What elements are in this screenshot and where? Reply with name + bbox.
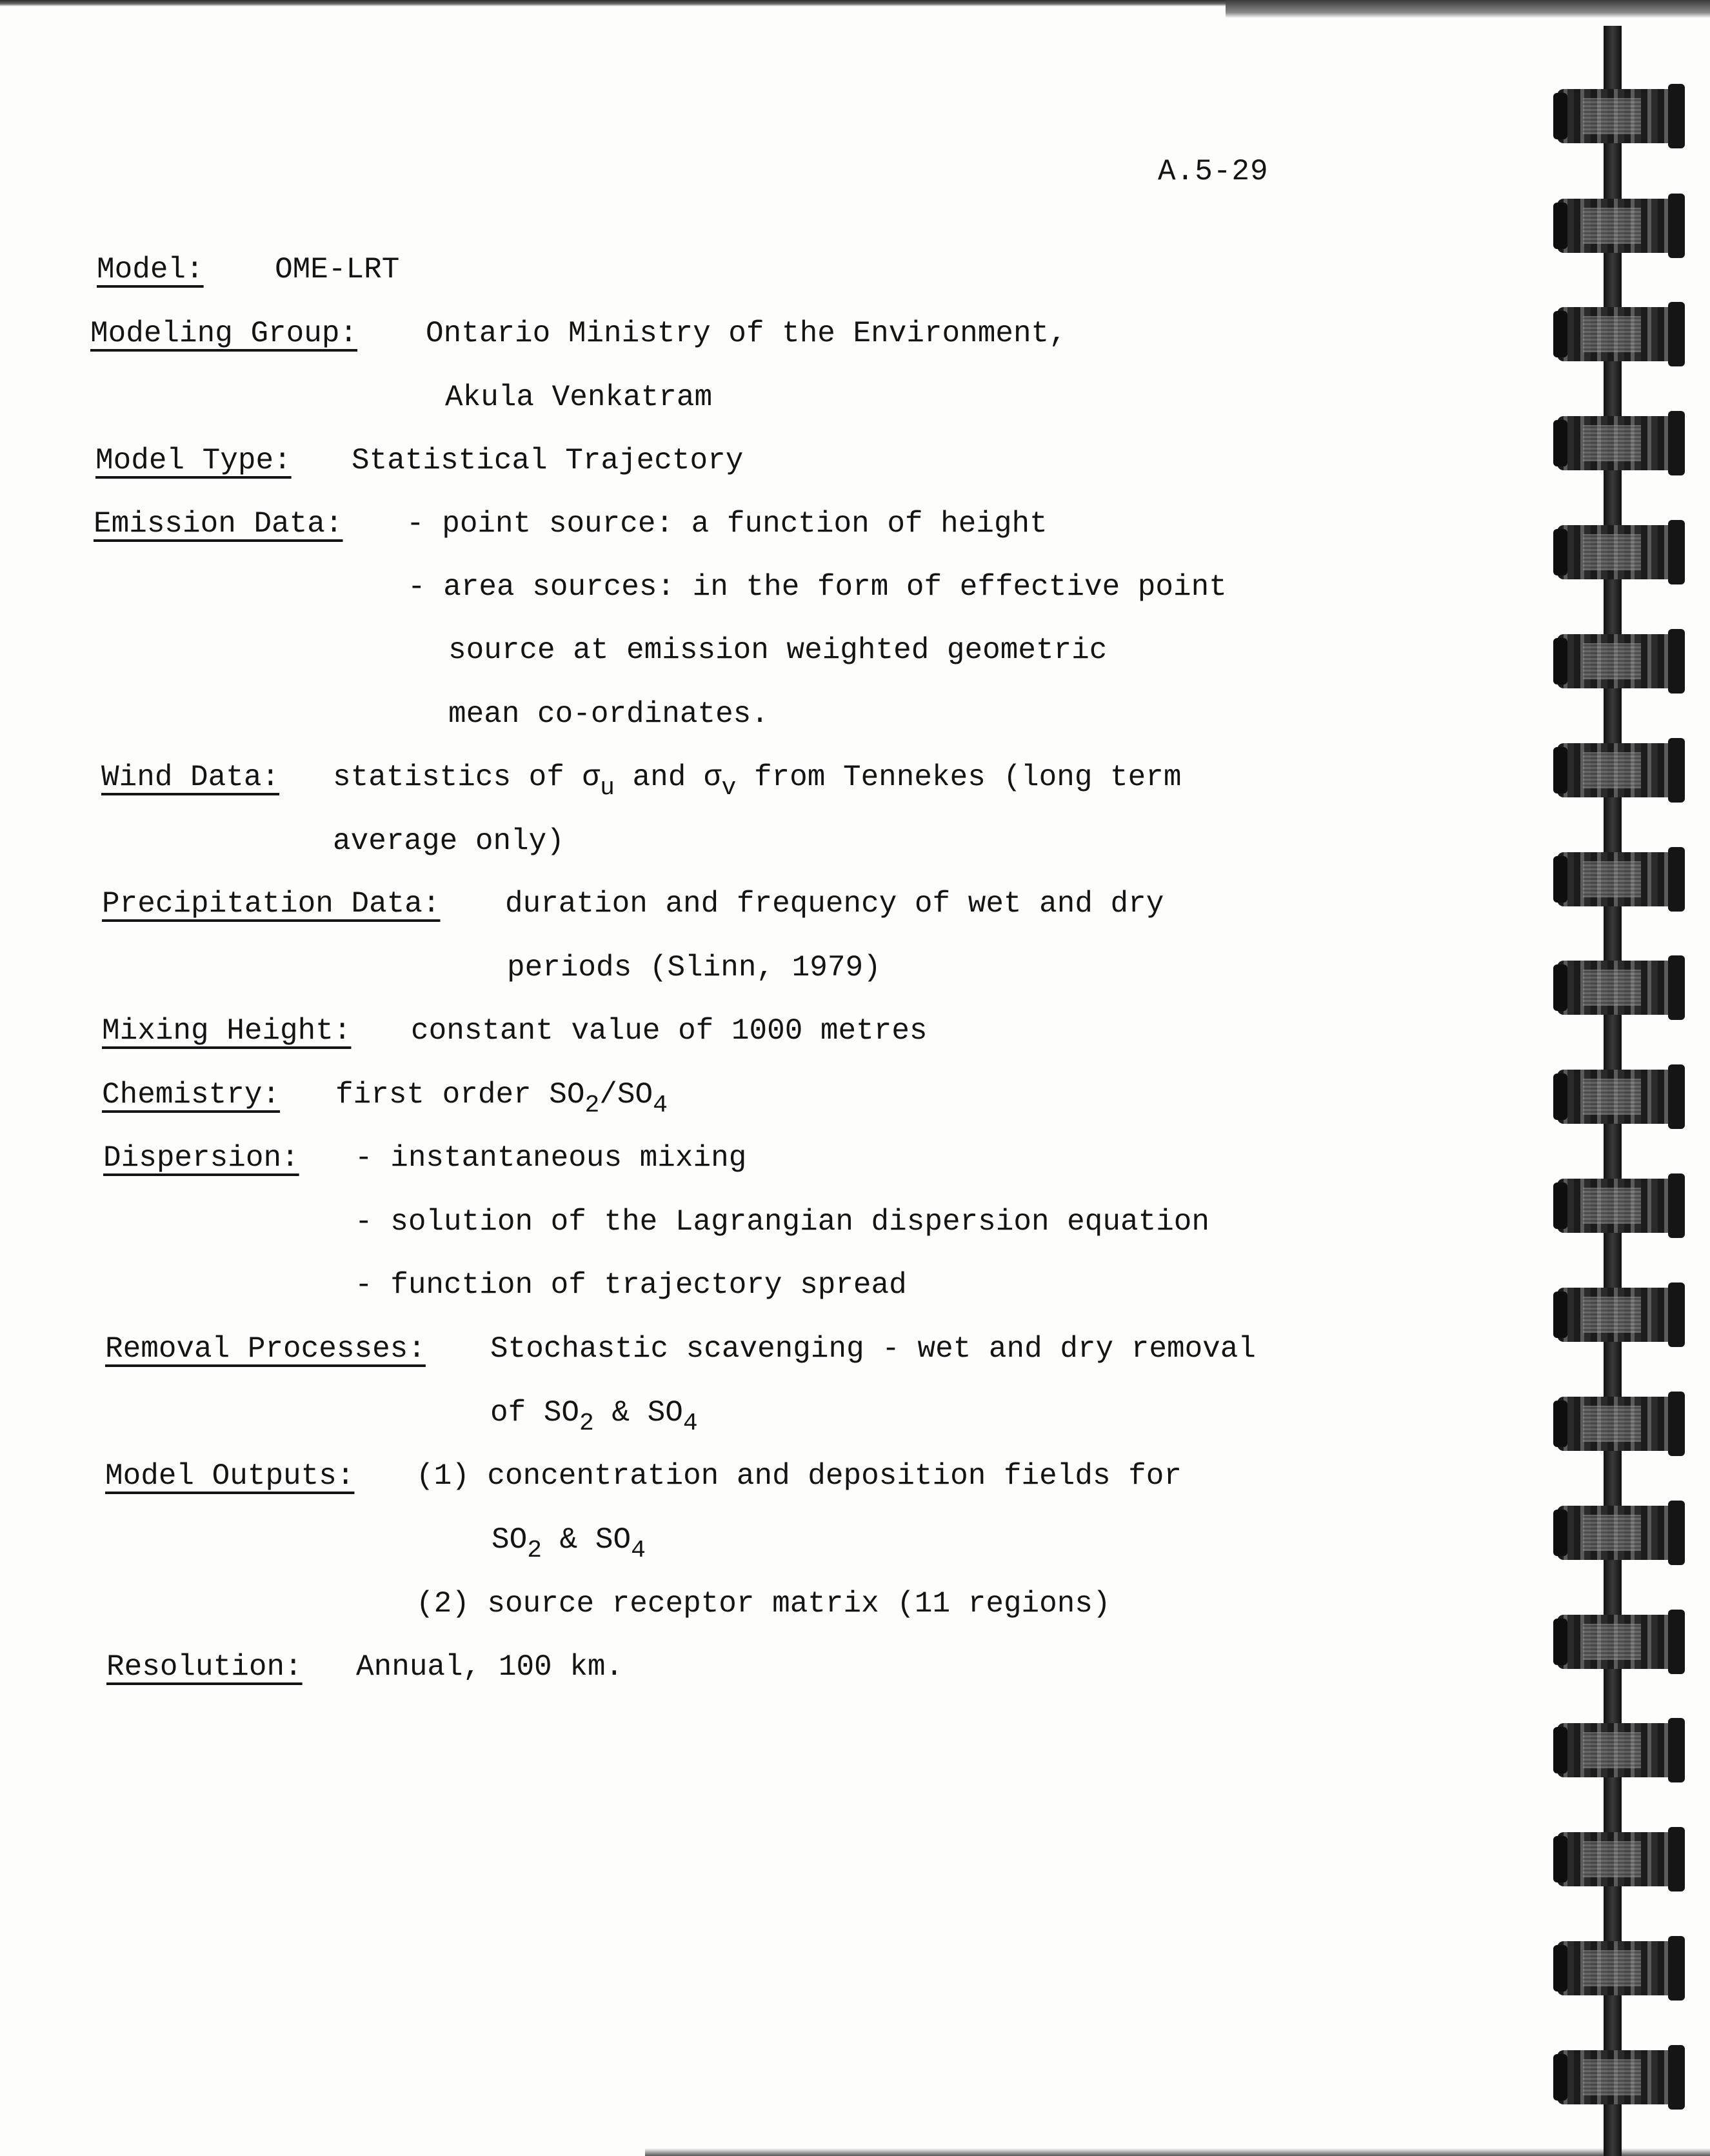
precipitation-value-1: duration and frequency of wet and dry (505, 887, 1164, 921)
wind-text-mid: and (614, 761, 704, 794)
modeling-group-value-1: Ontario Ministry of the Environment, (426, 317, 1067, 350)
resolution-value: Annual, 100 km. (356, 1650, 624, 1684)
binding-ring (1557, 1173, 1680, 1238)
outputs-sub-2: 2 (527, 1537, 542, 1564)
wind-data-row (101, 763, 279, 792)
binding-ring (1557, 1064, 1680, 1129)
chemistry-row (102, 1080, 280, 1110)
sigma-v-subscript: v (721, 774, 737, 802)
sigma-u-symbol: σ (582, 761, 601, 794)
removal-text-pre: of SO (490, 1396, 580, 1430)
model-value: OME-LRT (275, 253, 400, 286)
chemistry-value (335, 1078, 668, 1119)
dispersion-label: Dispersion: (103, 1141, 299, 1175)
modeling-group-value-2: Akula Venkatram (445, 381, 713, 414)
emission-item-2-line-3: mean co-ordinates. (448, 697, 769, 731)
binding-ring (1557, 302, 1680, 366)
chemistry-text-pre: first order SO (335, 1078, 585, 1112)
removal-value-1: Stochastic scavenging - wet and dry removal (490, 1332, 1256, 1366)
binding-ring (1557, 629, 1680, 694)
binding-ring (1557, 1283, 1680, 1347)
wind-data-label: Wind Data: (101, 761, 280, 794)
resolution-row (106, 1652, 303, 1682)
sigma-v-symbol: σ (703, 761, 722, 794)
binding-ring (1557, 1501, 1680, 1565)
wind-data-value-2: average only) (333, 824, 564, 858)
binding-ring (1557, 1718, 1680, 1782)
binding-ring (1557, 2045, 1680, 2110)
binding-ring (1557, 738, 1680, 803)
binding-ring (1557, 847, 1680, 912)
removal-processes-label: Removal Processes: (105, 1332, 426, 1366)
precipitation-value-2: periods (Slinn, 1979) (507, 951, 881, 984)
removal-sub-4: 4 (682, 1410, 698, 1437)
removal-text-mid: & SO (593, 1396, 683, 1430)
model-type-label: Model Type: (95, 444, 292, 477)
model-row (97, 255, 399, 284)
model-label: Model: (97, 253, 204, 286)
removal-sub-2: 2 (579, 1410, 594, 1437)
model-type-value: Statistical Trajectory (352, 444, 744, 477)
outputs-text-mid: & SO (542, 1523, 631, 1557)
binding-ring (1557, 194, 1680, 258)
model-type-row (95, 446, 292, 475)
mixing-height-label: Mixing Height: (102, 1014, 352, 1048)
dispersion-item-3: - function of trajectory spread (355, 1268, 907, 1302)
model-outputs-row (105, 1461, 354, 1491)
binding-ring (1557, 84, 1680, 148)
removal-processes-row (105, 1334, 426, 1364)
binding-ring (1557, 520, 1680, 584)
dispersion-row (103, 1143, 299, 1173)
mixing-height-row (102, 1016, 351, 1046)
removal-value-2 (490, 1396, 698, 1437)
binding-ring (1557, 1392, 1680, 1456)
page-top-right-shadow (1226, 0, 1710, 18)
model-outputs-label: Model Outputs: (105, 1459, 355, 1493)
precipitation-data-row (102, 889, 441, 919)
dispersion-item-1: - instantaneous mixing (355, 1141, 747, 1175)
wind-text-pre: statistics of (333, 761, 582, 794)
spiral-binding (1548, 26, 1710, 2156)
chemistry-sub-4: 4 (653, 1092, 668, 1119)
binding-ring (1557, 1610, 1680, 1674)
chemistry-text-mid: /SO (599, 1078, 653, 1112)
wind-text-post: from Tennekes (long term (736, 761, 1182, 794)
resolution-label: Resolution: (106, 1650, 303, 1684)
sigma-u-subscript: u (600, 774, 615, 802)
binding-ring (1557, 1936, 1680, 2001)
model-outputs-item-1: (1) concentration and deposition fields for (416, 1459, 1182, 1493)
modeling-group-label: Modeling Group: (90, 317, 358, 350)
chemistry-sub-2: 2 (584, 1092, 600, 1119)
wind-data-value-1 (333, 761, 1182, 802)
page-number: A.5-29 (1158, 155, 1269, 188)
outputs-text-pre: SO (492, 1523, 528, 1557)
emission-data-row (94, 509, 343, 539)
binding-ring (1557, 411, 1680, 475)
model-outputs-item-1-cont (492, 1523, 646, 1564)
chemistry-label: Chemistry: (102, 1078, 281, 1112)
binding-ring (1557, 955, 1680, 1020)
emission-item-2-line-1: - area sources: in the form of effective point (408, 570, 1227, 604)
mixing-height-value: constant value of 1000 metres (411, 1014, 928, 1048)
emission-data-label: Emission Data: (94, 507, 343, 541)
outputs-sub-4: 4 (631, 1537, 646, 1564)
emission-item-1: - point source: a function of height (406, 507, 1048, 541)
modeling-group-row (90, 319, 357, 348)
dispersion-item-2: - solution of the Lagrangian dispersion equation (355, 1205, 1210, 1239)
model-outputs-item-2: (2) source receptor matrix (11 regions) (416, 1587, 1111, 1621)
precipitation-data-label: Precipitation Data: (102, 887, 441, 921)
emission-item-2-line-2: source at emission weighted geometric (448, 634, 1108, 667)
binding-ring (1557, 1827, 1680, 1891)
